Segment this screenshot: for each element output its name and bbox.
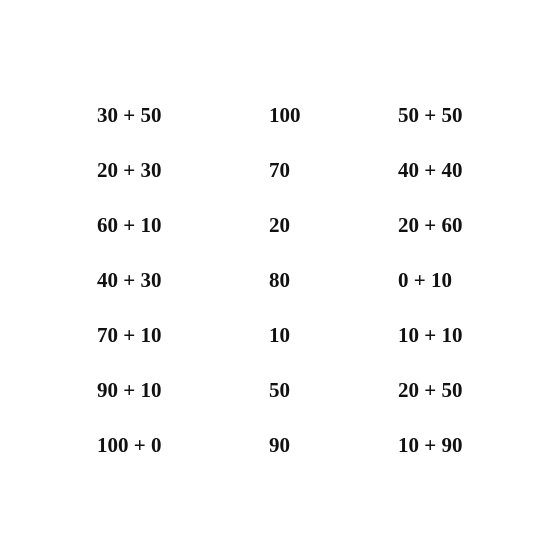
- expression-item: 90 + 10: [97, 378, 162, 402]
- expression-column-right: [398, 101, 518, 486]
- expression-item: 0 + 10: [398, 268, 452, 292]
- expression-item: 10 + 10: [398, 323, 463, 347]
- expression-item: 10 + 90: [398, 433, 463, 457]
- answer-column-middle: [269, 101, 389, 486]
- expression-item: 40 + 30: [97, 268, 162, 292]
- answer-item: 90: [269, 433, 290, 457]
- expression-column-left: [97, 101, 217, 486]
- expression-item: 20 + 30: [97, 158, 162, 182]
- expression-item: 20 + 50: [398, 378, 463, 402]
- expression-item: 70 + 10: [97, 323, 162, 347]
- answer-item: 50: [269, 378, 290, 402]
- expression-item: 30 + 50: [97, 103, 162, 127]
- expression-item: 50 + 50: [398, 103, 463, 127]
- answer-item: 20: [269, 213, 290, 237]
- answer-item: 80: [269, 268, 290, 292]
- answer-item: 10: [269, 323, 290, 347]
- expression-item: 20 + 60: [398, 213, 463, 237]
- answer-item: 100: [269, 103, 301, 127]
- answer-item: 70: [269, 158, 290, 182]
- expression-item: 60 + 10: [97, 213, 162, 237]
- expression-item: 100 + 0: [97, 433, 162, 457]
- expression-item: 40 + 40: [398, 158, 463, 182]
